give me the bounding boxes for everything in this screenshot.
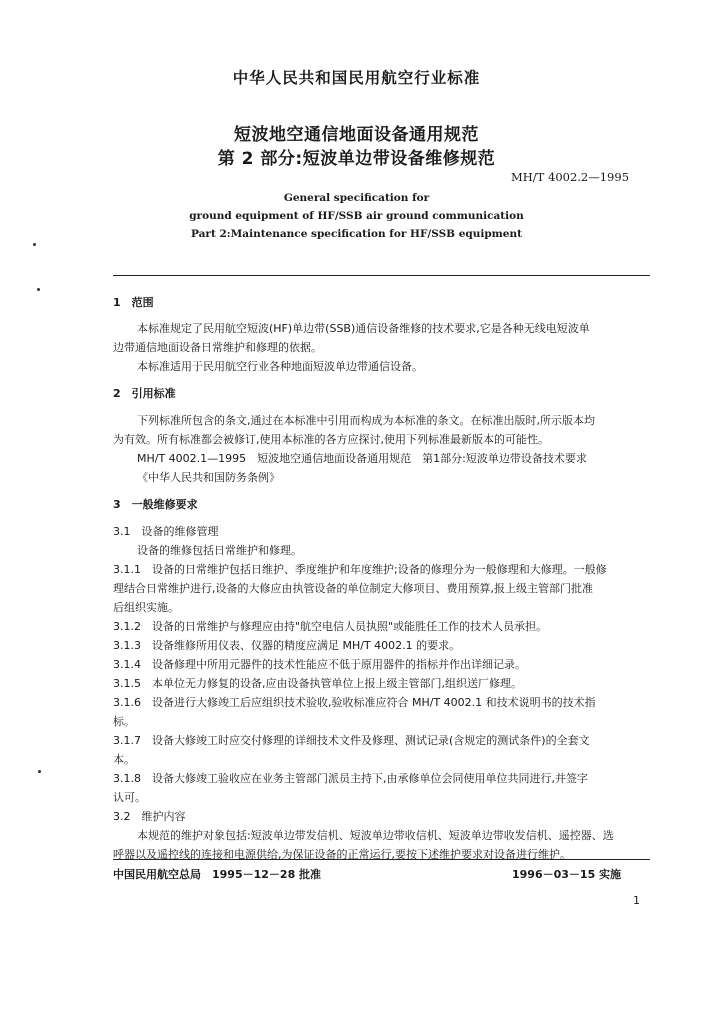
clause-line: 3.1.3 设备维修所用仪表、仪器的精度应满足 MH/T 4002.1 的要求。 xyxy=(113,639,461,652)
footer-divider xyxy=(113,859,650,860)
paragraph-line: 下列标准所包含的条文,通过在本标准中引用而构成为本标准的条文。在标准出版时,所示版本均 xyxy=(137,414,595,427)
english-title-line: General specification for xyxy=(283,192,430,204)
clause-line: 本。 xyxy=(113,753,135,766)
section-heading: 1 范围 xyxy=(113,296,154,309)
clause-line: 标。 xyxy=(113,715,135,728)
clause-line: 理结合日常维护进行,设备的大修应由执管设备的单位制定大修项目、费用预算,报上级主管部门批准 xyxy=(113,582,593,595)
clause-line: 3.1.6 设备进行大修竣工后应组织技术验收,验收标准应符合 MH/T 4002.1 和技术说明书的技术指 xyxy=(113,696,596,709)
english-title-line: Part 2:Maintenance specification for HF/SSB equipment xyxy=(191,228,522,240)
paragraph-line: 呼器以及遥控线的连接和电源供给,为保证设备的正常运行,要按下述维护要求对设备进行维护。 xyxy=(113,848,571,861)
clause-line: 3.1.1 设备的日常维护包括日维护、季度维护和年度维护;设备的修理分为一般修理和大修理。一般修 xyxy=(113,563,607,576)
document-subtitle: 第 2 部分:短波单边带设备维修规范 xyxy=(217,149,496,169)
reference-item: 《中华人民共和国防务条例》 xyxy=(137,471,280,484)
english-title-line: ground equipment of HF/SSB air ground communication xyxy=(189,210,524,222)
clause-line: 3.1.4 设备修理中所用元器件的技术性能应不低于原用器件的指标并作出详细记录。 xyxy=(113,658,526,671)
paragraph-line: 设备的维修包括日常维护和修理。 xyxy=(137,544,302,557)
subsection-heading: 3.2 维护内容 xyxy=(113,810,186,823)
standard-code: MH/T 4002.2—1995 xyxy=(511,170,630,184)
scan-mark xyxy=(37,288,40,291)
subsection-heading: 3.1 设备的维修管理 xyxy=(113,525,219,538)
section-heading: 2 引用标准 xyxy=(113,387,176,400)
reference-item: MH/T 4002.1—1995 短波地空通信地面设备通用规范 第1部分:短波单边带设备技术要求 xyxy=(137,452,587,465)
clause-line: 认可。 xyxy=(113,791,146,804)
page-number: 1 xyxy=(633,894,640,907)
scan-mark xyxy=(33,243,36,246)
paragraph-line: 本标准规定了民用航空短波(HF)单边带(SSB)通信设备维修的技术要求,它是各种无线电短波单 xyxy=(137,322,590,335)
clause-line: 3.1.5 本单位无力修复的设备,应由设备执管单位上报上级主管部门,组织送厂修理。 xyxy=(113,677,522,690)
paragraph-line: 边带通信地面设备日常维护和修理的依据。 xyxy=(113,341,322,354)
paragraph-line: 本规范的维护对象包括:短波单边带发信机、短波单边带收信机、短波单边带收发信机、遥控器、选 xyxy=(137,829,614,842)
section-heading: 3 一般维修要求 xyxy=(113,498,198,511)
standard-category: 中华人民共和国民用航空行业标准 xyxy=(232,69,481,87)
paragraph-line: 本标准适用于民用航空行业各种地面短波单边带通信设备。 xyxy=(137,360,423,373)
scan-mark xyxy=(38,770,41,773)
approval-line: 中国民用航空总局 1995－12－28 批准 xyxy=(113,868,322,881)
paragraph-line: 为有效。所有标准都会被修订,使用本标准的各方应探讨,使用下列标准最新版本的可能性。 xyxy=(113,433,549,446)
document-title: 短波地空通信地面设备通用规范 xyxy=(234,125,479,145)
effective-date: 1996－03－15 实施 xyxy=(512,868,622,881)
header-divider xyxy=(113,275,650,276)
clause-line: 3.1.7 设备大修竣工时应交付修理的详细技术文件及修理、测试记录(含规定的测试条件)的全套文 xyxy=(113,734,590,747)
clause-line: 3.1.2 设备的日常维护与修理应由持"航空电信人员执照"或能胜任工作的技术人员承担。 xyxy=(113,620,548,633)
clause-line: 后组织实施。 xyxy=(113,601,179,614)
clause-line: 3.1.8 设备大修竣工验收应在业务主管部门派员主持下,由承修单位会同使用单位共同进行,并签字 xyxy=(113,772,588,785)
